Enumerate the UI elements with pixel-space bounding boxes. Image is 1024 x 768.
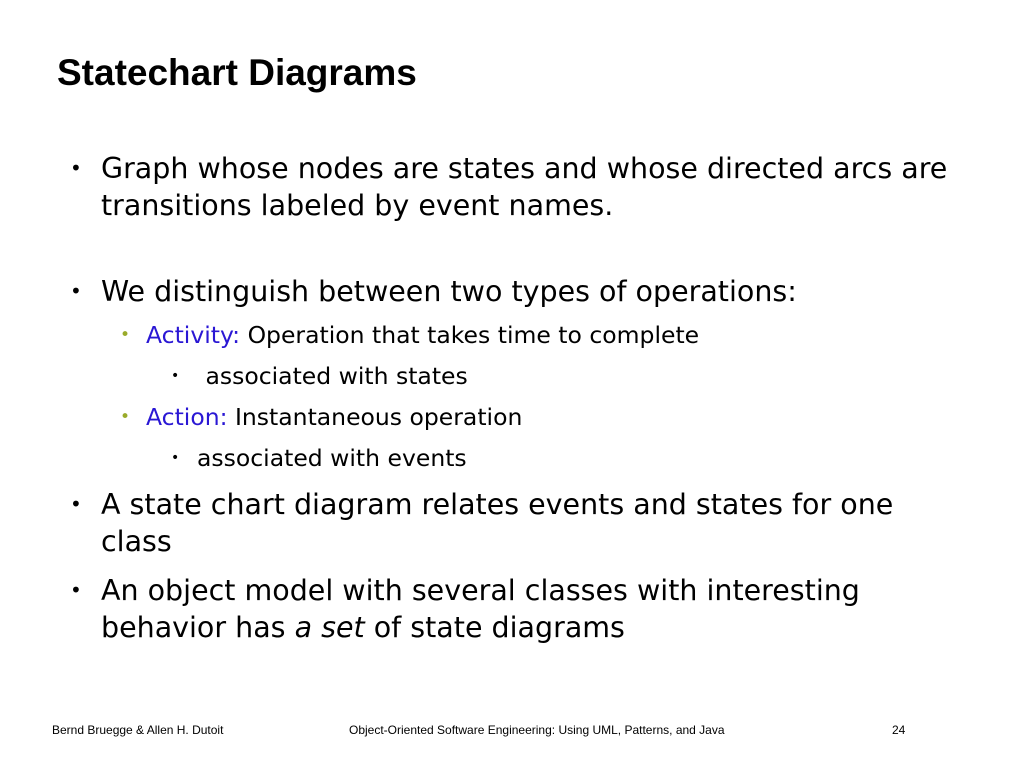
bullet-item-operations: We distinguish between two types of operations:	[101, 275, 797, 308]
bullet-icon: •	[70, 156, 82, 180]
bullet-icon: •	[70, 492, 82, 516]
footer-authors: Bernd Bruegge & Allen H. Dutoit	[52, 723, 224, 737]
sub-sub-bullet-icon: •	[171, 368, 180, 384]
sub-item-action	[146, 402, 522, 432]
sub-bullet-icon: •	[120, 407, 131, 427]
bullet-icon: •	[70, 578, 82, 602]
sub-sub-bullet-icon: •	[171, 450, 180, 466]
term-action: Action:	[146, 403, 228, 431]
bullet-item-state-chart: A state chart diagram relates events and states for one class	[101, 488, 894, 558]
term-activity: Activity:	[146, 321, 241, 349]
footer-book-title: Object-Oriented Software Engineering: Using UML, Patterns, and Java	[349, 723, 725, 737]
object-model-text-end: of state diagrams	[364, 611, 625, 644]
object-model-text: An object model with several classes with interesting behavior has	[101, 574, 860, 644]
sub-sub-item-states: associated with states	[198, 362, 468, 390]
sub-sub-item-events: associated with events	[197, 444, 467, 472]
emphasis-a-set: a set	[294, 611, 365, 644]
sub-bullet-icon: •	[120, 325, 131, 345]
slide-title: Statechart Diagrams	[57, 52, 417, 93]
footer-page-number: 24	[892, 723, 906, 737]
bullet-item-object-model	[101, 572, 961, 646]
bullet-icon: •	[70, 279, 82, 303]
bullet-item-graph: Graph whose nodes are states and whose directed arcs are transitions labeled by event names.	[101, 152, 948, 222]
action-description: Instantaneous operation	[227, 403, 523, 431]
sub-item-activity	[146, 320, 699, 350]
activity-description: Operation that takes time to complete	[240, 321, 700, 349]
